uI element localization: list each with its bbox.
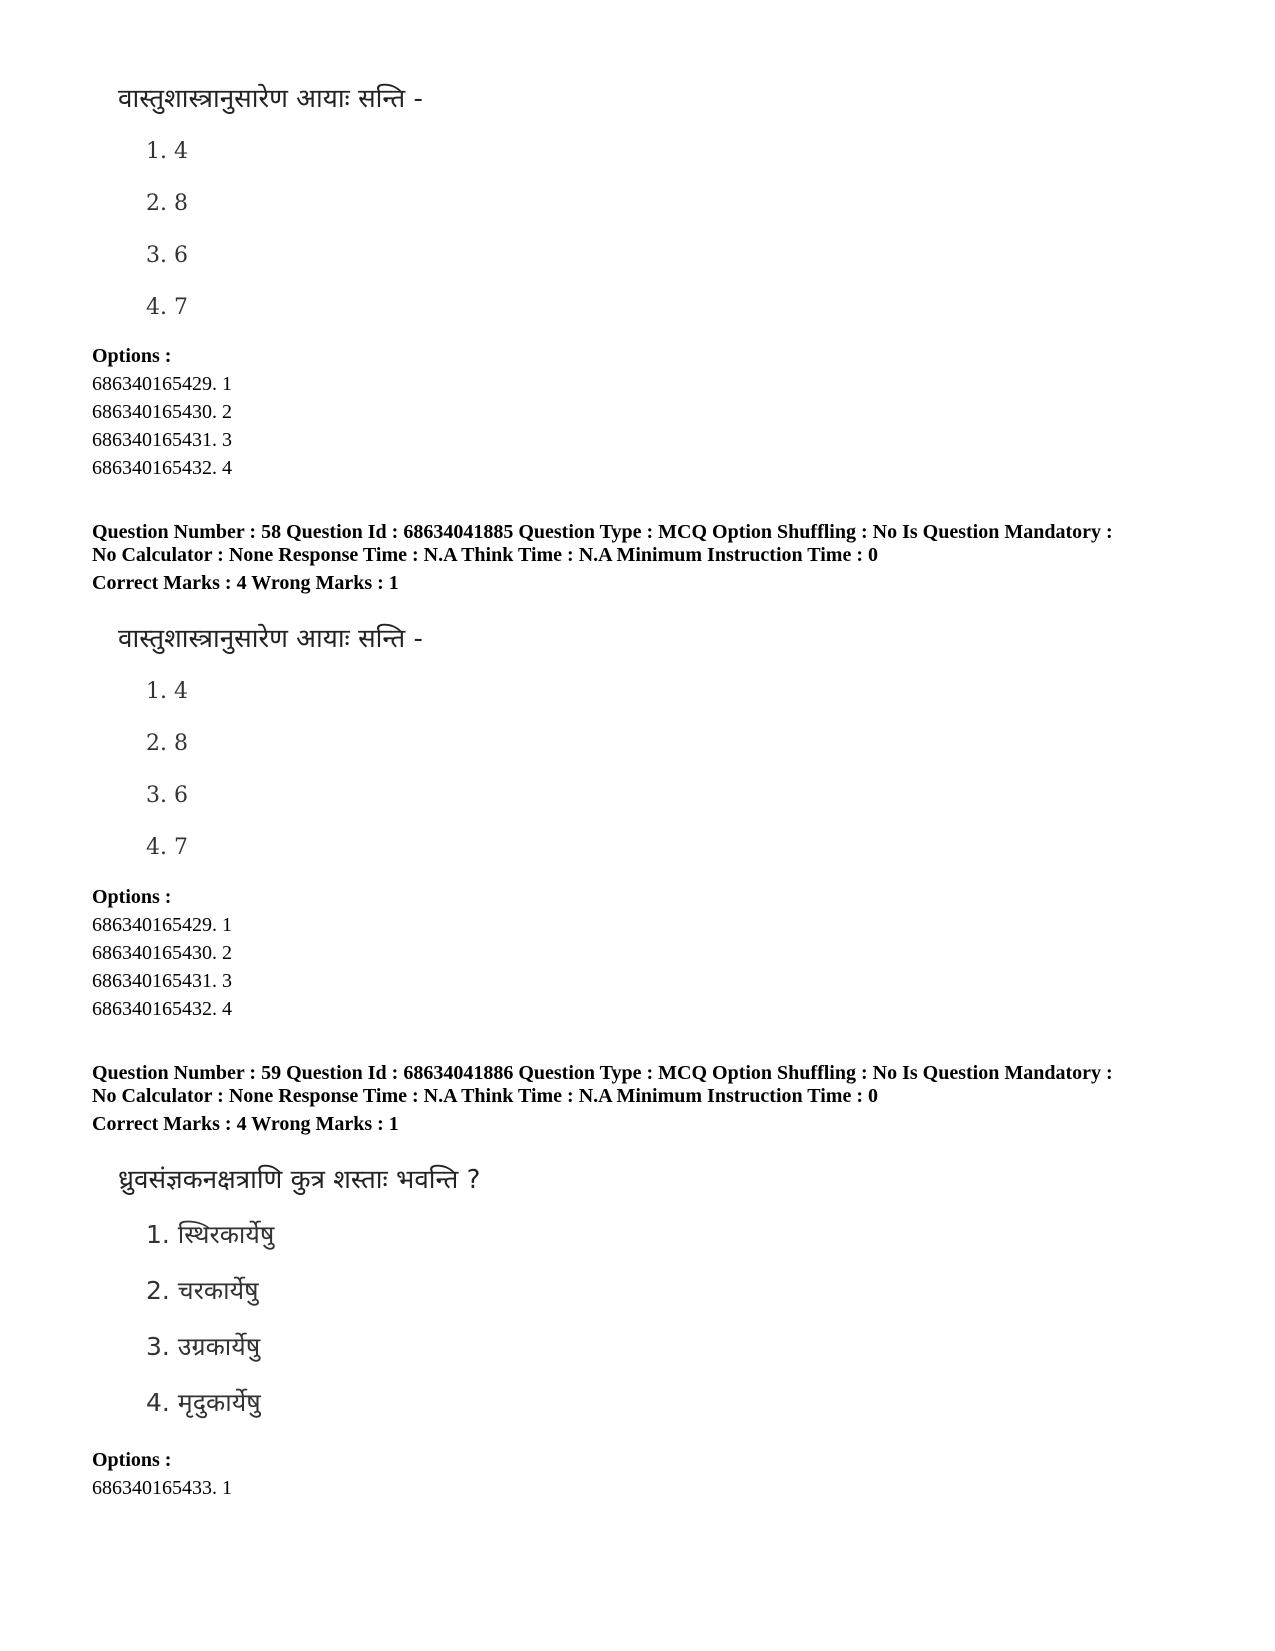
choice-4: 4. मृदुकार्येषु xyxy=(146,1388,261,1417)
choice-4: 4. 7 xyxy=(146,835,188,860)
choice-2: 2. चरकार्येषु xyxy=(146,1276,259,1305)
choice-4: 4. 7 xyxy=(146,295,188,320)
choice-2: 2. 8 xyxy=(146,191,188,216)
choice-2: 2. 8 xyxy=(146,731,188,756)
choice-3: 3. 6 xyxy=(146,783,188,808)
option-line: 686340165432. 4 xyxy=(92,998,232,1020)
choice-1: 1. स्थिरकार्येषु xyxy=(146,1220,275,1249)
choice-1: 1. 4 xyxy=(146,679,188,704)
option-line: 686340165429. 1 xyxy=(92,914,232,936)
choice-3: 3. 6 xyxy=(146,243,188,268)
option-line: 686340165432. 4 xyxy=(92,457,232,479)
options-label: Options : xyxy=(92,345,172,367)
marks-line: Correct Marks : 4 Wrong Marks : 1 xyxy=(92,1113,399,1135)
question-meta-line: Question Number : 58 Question Id : 68634041885 Question Type : MCQ Option Shuffling : No Is Question Mandatory : xyxy=(92,521,1113,543)
marks-line: Correct Marks : 4 Wrong Marks : 1 xyxy=(92,572,399,594)
options-label: Options : xyxy=(92,886,172,908)
choice-3: 3. उग्रकार्येषु xyxy=(146,1332,261,1361)
choice-1: 1. 4 xyxy=(146,139,188,164)
option-line: 686340165433. 1 xyxy=(92,1477,232,1499)
question-text: ध्रुवसंज्ञकनक्षत्राणि कुत्र शस्ताः भवन्ति ? xyxy=(118,1165,481,1195)
option-line: 686340165429. 1 xyxy=(92,373,232,395)
option-line: 686340165430. 2 xyxy=(92,942,232,964)
options-label: Options : xyxy=(92,1449,172,1471)
question-text: वास्तुशास्त्रानुसारेण आयाः सन्ति - xyxy=(118,84,423,114)
question-meta-line: No Calculator : None Response Time : N.A Think Time : N.A Minimum Instruction Time : 0 xyxy=(92,544,878,566)
question-meta-line: No Calculator : None Response Time : N.A Think Time : N.A Minimum Instruction Time : 0 xyxy=(92,1085,878,1107)
option-line: 686340165430. 2 xyxy=(92,401,232,423)
option-line: 686340165431. 3 xyxy=(92,429,232,451)
option-line: 686340165431. 3 xyxy=(92,970,232,992)
question-meta-line: Question Number : 59 Question Id : 68634041886 Question Type : MCQ Option Shuffling : No Is Question Mandatory : xyxy=(92,1062,1113,1084)
question-text: वास्तुशास्त्रानुसारेण आयाः सन्ति - xyxy=(118,624,423,654)
